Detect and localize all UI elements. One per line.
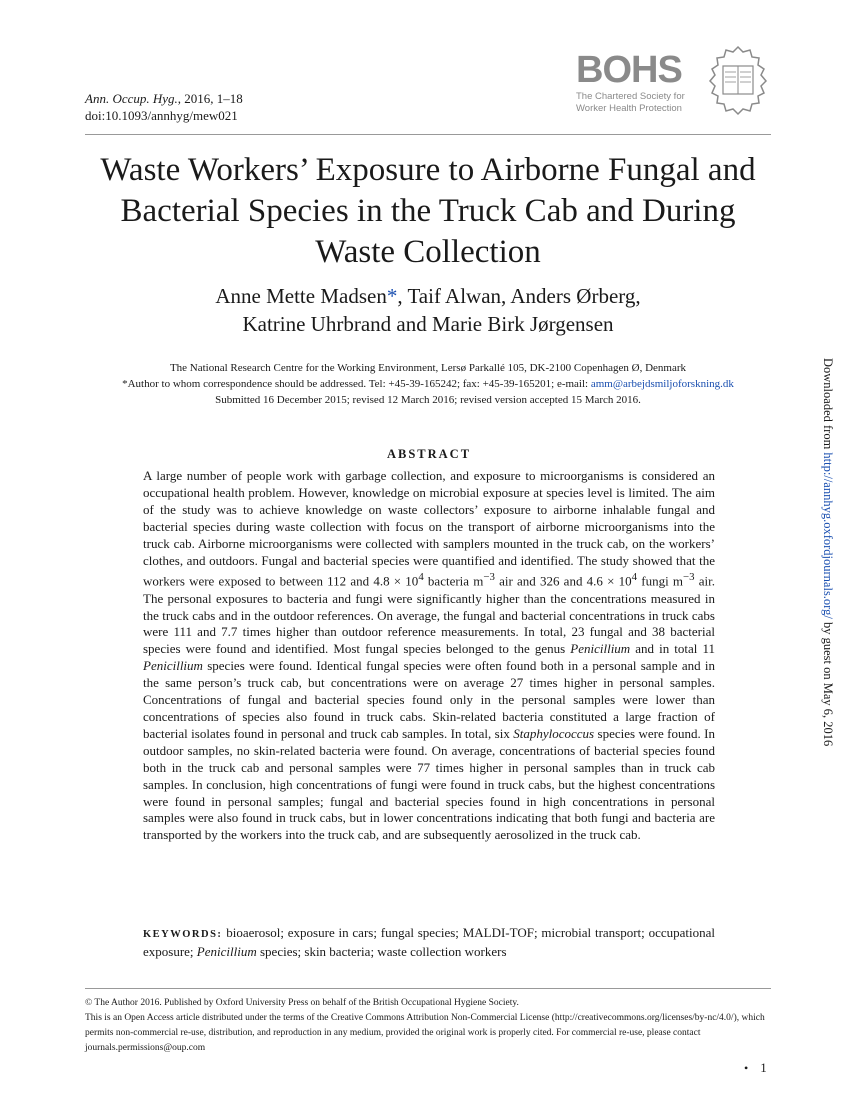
abstract-text — [143, 468, 715, 844]
abstract-heading: ABSTRACT — [386, 447, 472, 461]
abstract-sup: 4 — [418, 571, 424, 584]
affiliation-block — [85, 360, 771, 408]
abstract-part: A large number of people work with garbage collection, and exposure to microorganisms is considered an occupational health problem. However, knowledge on microbial exposure at species level is limited. The aim of the study was to achieve knowledge on waste collectors’ exposure to airborne inhalable fungal and bacterial species during waste collection with focus on the transport of airborne microorganisms into the truck cab. Airborne microorganisms were collected with samplers mounted in the truck cab, on the workers’ clothes, and outdoors. Fungal and bacterial species were quantified and identified. The study showed that the workers were exposed to between 112 and 4.8 × 10 — [143, 468, 715, 589]
download-sidebar — [818, 358, 838, 758]
email-link[interactable]: amm@arbejdsmiljoforskning.dk — [590, 378, 734, 390]
authors-line2: Katrine Uhrbrand and Marie Birk Jørgensen — [242, 312, 614, 336]
abstract-sup: 4 — [631, 571, 638, 584]
keywords-text: bioaerosol; exposure in cars; fungal species; MALDI-TOF; microbial transport; occupational exposure; — [143, 925, 715, 959]
correspondence: *Author to whom correspondence should be addressed. Tel: +45-39-165242; fax: +45-39-165201; e-mail: — [122, 378, 591, 390]
abstract-italic: Penicillium — [570, 641, 631, 657]
journal-name: Ann. Occup. Hyg. — [85, 91, 178, 106]
keywords-block — [143, 924, 715, 960]
bohs-logo-letters: BOHS — [576, 49, 682, 91]
abstract-italic: Penicillium — [143, 658, 203, 674]
abstract-sup: −3 — [683, 571, 695, 584]
copyright-line: © The Author 2016. Published by Oxford University Press on behalf of the British Occupational Hygiene Society. — [85, 998, 519, 1008]
bullet-icon: • — [744, 1061, 749, 1075]
download-notice — [818, 358, 838, 758]
abstract-part: bacteria m — [423, 573, 484, 589]
footer-rule — [85, 988, 771, 989]
license-text: This is an Open Access article distributed under the terms of the Creative Commons Attribution Non-Commercial License (http://creativecommons.org/licenses/by-nc/4.0/), which permits non-commercial re-use, distribution, and reproduction in any medium, provided the original work is properly cited. For commercial re-use, please contact journals.permissions@oup.com — [85, 1013, 765, 1053]
journal-link[interactable]: http://annhyg.oxfordjournals.org/ — [821, 452, 835, 619]
submission-dates: Submitted 16 December 2015; revised 12 March 2016; revised version accepted 15 March 2016. — [215, 394, 641, 406]
bohs-logo — [576, 49, 696, 114]
keywords-italic: Penicillium — [196, 944, 257, 959]
institution: The National Research Centre for the Working Environment, Lersø Parkallé 105, DK-2100 Copenhagen Ø, Denmark — [169, 362, 687, 374]
abstract-part: and in total 11 — [630, 641, 715, 657]
bohs-logo-line1: The Chartered Society for — [576, 91, 685, 102]
authors-line1-rest: , Taif Alwan, Anders Ørberg, — [397, 284, 641, 308]
journal-year-pages: , 2016, 1–18 — [177, 91, 243, 106]
journal-citation — [85, 90, 243, 124]
page-number — [744, 1060, 767, 1076]
license-footer — [85, 996, 771, 1056]
abstract-part: species were found. In outdoor samples, no skin-related bacteria were found. On average, concentrations of bacterial species found both in the truck cab and personal samples were 77 times higher in personal samples than in truck cab samples. In conclusion, high concentrations of fungi were found in truck cabs, but the highest concentrations were found in personal samples; fungal and bacterial species found in high concentrations in personal samples were also found in truck cabs, but in lower concentrations indicating that both fungi and bacteria are transported by the workers into the truck cab, and are subsequently aerosolized in the truck cab. — [143, 725, 715, 843]
page-number-value: 1 — [760, 1060, 767, 1075]
author-list — [85, 282, 771, 338]
abstract-part: air. The personal exposures to bacteria and fungi were significantly higher than the concentrations measured in the truck cabs and in the outdoor references. On average, the fungal and bacterial concentrations in truck cabs were 111 and 7.7 times higher than outdoor reference measurements. In total, 23 fungal and 38 bacterial species were found and identified. Most fungal species belonged to the genus — [143, 573, 715, 657]
abstract-sup: −3 — [483, 571, 495, 584]
abstract-part: species were found. Identical fungal species were often found both in a personal sample and in the same person’s truck cab, but concentrations were on average 27 times higher in personal samples. Concentrations of fungal and bacterial species found only in the personal samples were lower than concentrations of species also found in truck cabs. Skin-related bacteria constituted a large fraction of bacterial isolates found in personal and truck cab samples. In total, six — [143, 658, 715, 741]
author-first: Anne Mette Madsen — [215, 284, 387, 308]
abstract-part: fungi m — [637, 573, 683, 589]
journal-doi: doi:10.1093/annhyg/mew021 — [85, 108, 238, 123]
corresponding-author-marker[interactable]: * — [386, 284, 398, 308]
abstract-italic: Staphylococcus — [513, 725, 595, 741]
keywords-text-end: species; skin bacteria; waste collection workers — [256, 944, 507, 959]
download-suffix: by guest on May 6, 2016 — [821, 618, 835, 747]
keywords-label: KEYWORDS: — [143, 929, 223, 940]
header-rule — [85, 134, 771, 135]
article-title: Waste Workers’ Exposure to Airborne Fungal and Bacterial Species in the Truck Cab and During Waste Collection — [100, 152, 756, 270]
download-prefix: Downloaded from — [821, 358, 835, 453]
bohs-logo-line2: Worker Health Protection — [576, 103, 682, 114]
oxford-seal-icon — [706, 44, 770, 116]
abstract-part: air and 326 and 4.6 × 10 — [494, 573, 632, 589]
